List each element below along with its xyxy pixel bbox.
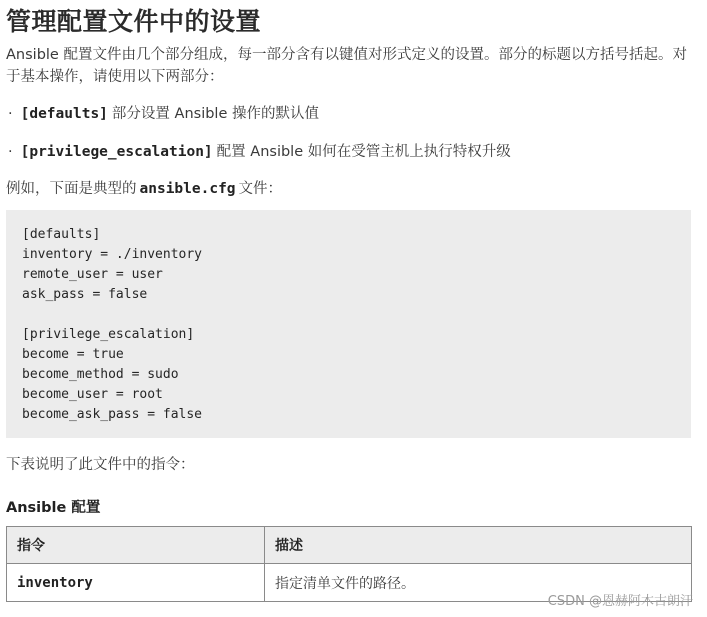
column-header-directive: 指令 (7, 527, 265, 564)
cell-directive: inventory (7, 564, 265, 602)
bullet-key: [defaults] (20, 106, 108, 122)
table-header-row (7, 527, 692, 564)
bullet-defaults (8, 102, 319, 123)
code-text: [defaults] inventory = ./inventory remote_user = user ask_pass = false [privilege_escalation] become = true become_method = sudo become_user = root become_ask_pass = false (22, 227, 203, 422)
bullet-dot: · (8, 106, 13, 122)
cell-description: 指定清单文件的路径。 (265, 564, 692, 602)
bullet-dot: · (8, 144, 13, 160)
bullet-text: 部分设置 Ansible 操作的默认值 (111, 106, 319, 122)
code-block (6, 210, 691, 438)
intro-paragraph: Ansible 配置文件由几个部分组成，每一部分含有以键值对形式定义的设置。部分的标题以方括号括起。对于基本操作，请使用以下两部分： (6, 47, 687, 85)
column-header-description: 描述 (265, 527, 692, 564)
bullet-key: [privilege_escalation] (20, 144, 213, 160)
example-prefix: 例如，下面是典型的 (6, 181, 137, 197)
table-intro: 下表说明了此文件中的指令： (6, 457, 195, 473)
bullet-text: 配置 Ansible 如何在受管主机上执行特权升级 (216, 144, 511, 160)
example-line (6, 177, 282, 198)
example-filename: ansible.cfg (139, 181, 236, 197)
example-suffix: 文件： (238, 181, 283, 197)
section-title: Ansible 配置 (6, 500, 101, 516)
page-title: 管理配置文件中的设置 (6, 7, 262, 36)
watermark: CSDN @恩赫阿木古朗汗 (547, 594, 693, 609)
bullet-privilege-escalation (8, 140, 511, 161)
